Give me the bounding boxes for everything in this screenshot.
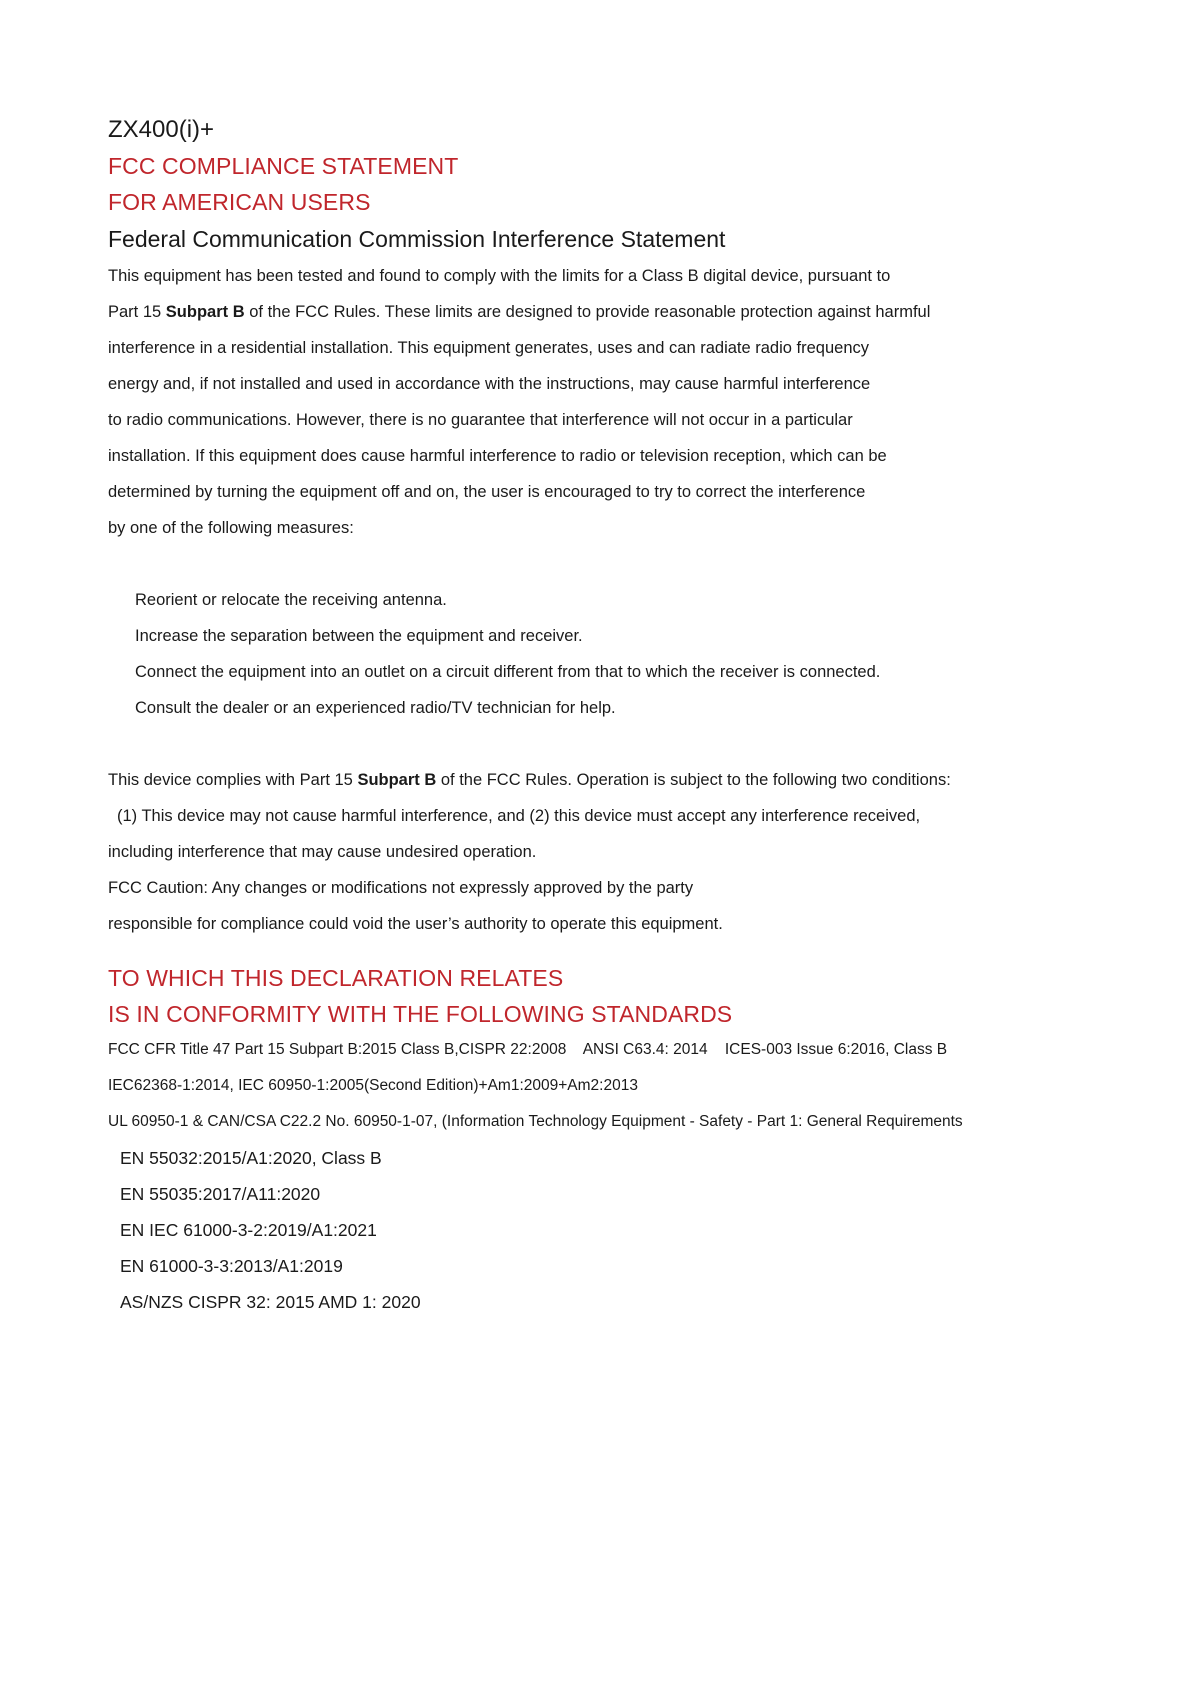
paragraph-line: responsible for compliance could void the user’s authority to operate this equipment. <box>108 915 723 933</box>
list-item: EN IEC 61000-3-2:2019/A1:2021 <box>120 1220 377 1240</box>
model-title: ZX400(i)+ <box>108 116 215 143</box>
standards-line: IEC62368-1:2014, IEC 60950-1:2005(Second Edition)+Am1:2009+Am2:2013 <box>108 1077 638 1094</box>
standards-line: UL 60950-1 & CAN/CSA C22.2 No. 60950-1-07, (Information Technology Equipment - Safety - Part 1: General Requirements <box>108 1113 963 1130</box>
fcc-compliance-heading: FCC COMPLIANCE STATEMENT <box>108 153 459 179</box>
en-standards-list <box>108 1140 1108 1320</box>
paragraph-line <box>108 762 1108 798</box>
compliance-paragraph <box>108 762 1108 942</box>
standards-line: FCC CFR Title 47 Part 15 Subpart B:2015 Class B,CISPR 22:2008 ANSI C63.4: 2014 ICES-003 Issue 6:2016, Class B <box>108 1041 948 1058</box>
subpart-b-text: Subpart B <box>165 303 245 321</box>
measures-list <box>108 582 1108 726</box>
paragraph-text: Part 15 <box>108 303 166 321</box>
spacer <box>108 726 1108 762</box>
declaration-section <box>108 960 1108 1032</box>
list-item: Consult the dealer or an experienced radio/TV technician for help. <box>135 699 616 717</box>
paragraph-line: (1) This device may not cause harmful interference, and (2) this device must accept any interference received, <box>117 807 921 825</box>
list-item: EN 55035:2017/A11:2020 <box>120 1184 321 1204</box>
interference-statement-heading: Federal Communication Commission Interference Statement <box>108 226 726 252</box>
standards-heading: IS IN CONFORMITY WITH THE FOLLOWING STANDARDS <box>108 1001 733 1027</box>
subpart-b-text: Subpart B <box>357 771 437 789</box>
paragraph-line: energy and, if not installed and used in accordance with the instructions, may cause harmful interference <box>108 375 871 393</box>
list-item: Increase the separation between the equipment and receiver. <box>135 627 583 645</box>
list-item: Connect the equipment into an outlet on a circuit different from that to which the receiver is connected. <box>135 663 881 681</box>
american-users-heading: FOR AMERICAN USERS <box>108 189 371 215</box>
paragraph-line <box>108 294 1108 330</box>
declaration-heading: TO WHICH THIS DECLARATION RELATES <box>108 965 564 991</box>
list-item: EN 61000-3-3:2013/A1:2019 <box>120 1256 343 1276</box>
paragraph-line: interference in a residential installation. This equipment generates, uses and can radiate radio frequency <box>108 339 869 357</box>
paragraph-line: determined by turning the equipment off and on, the user is encouraged to try to correct the interference <box>108 483 866 501</box>
list-item: Reorient or relocate the receiving antenna. <box>135 591 447 609</box>
paragraph-text: of the FCC Rules. Operation is subject to the following two conditions: <box>436 771 951 789</box>
paragraph-line: to radio communications. However, there is no guarantee that interference will not occur in a particular <box>108 411 853 429</box>
list-item: AS/NZS CISPR 32: 2015 AMD 1: 2020 <box>120 1292 421 1312</box>
paragraph-line: installation. If this equipment does cause harmful interference to radio or television reception, which can be <box>108 447 887 465</box>
paragraph-text: This device complies with Part 15 <box>108 771 358 789</box>
standards-block <box>108 1032 1108 1140</box>
spacer <box>108 546 1108 582</box>
paragraph-line: by one of the following measures: <box>108 519 354 537</box>
interference-paragraph <box>108 258 1108 546</box>
list-item: EN 55032:2015/A1:2020, Class B <box>120 1148 382 1168</box>
fcc-caution-line: FCC Caution: Any changes or modifications not expressly approved by the party <box>108 879 694 897</box>
paragraph-line: This equipment has been tested and found to comply with the limits for a Class B digital device, pursuant to <box>108 267 891 285</box>
document-page <box>108 112 1108 1320</box>
paragraph-line: including interference that may cause undesired operation. <box>108 843 537 861</box>
paragraph-text: of the FCC Rules. These limits are designed to provide reasonable protection against harmful <box>244 303 931 321</box>
